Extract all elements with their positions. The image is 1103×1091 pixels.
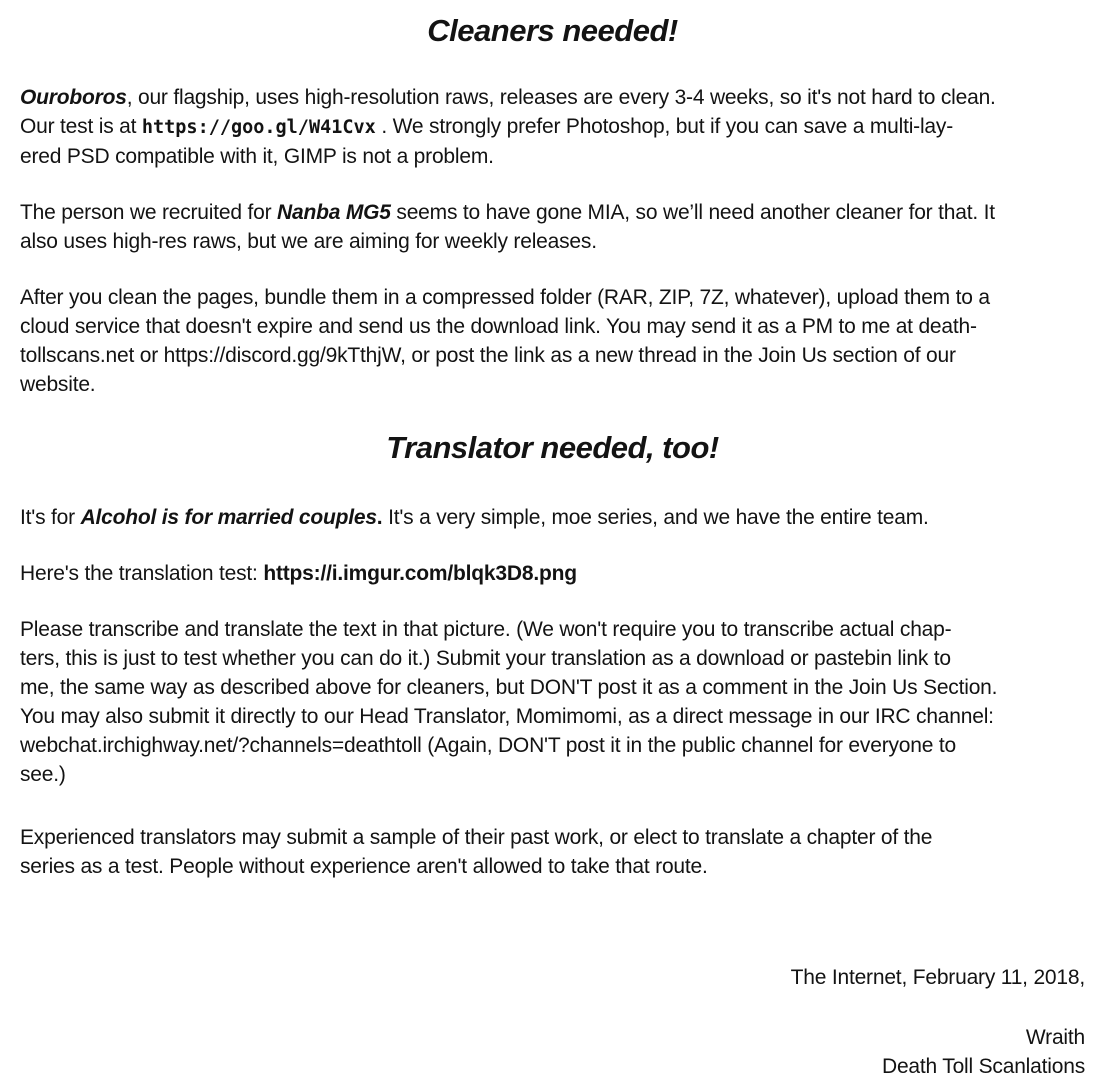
text-run-b: https://i.imgur.com/blqk3D8.png [263, 562, 577, 585]
paragraph-translation-instructions [20, 615, 1085, 789]
text-line [20, 112, 1085, 142]
text-run: You may also submit it directly to our Head Translator, Momimomi, as a direct message in our IRC channel: [20, 705, 994, 728]
text-line [20, 312, 1085, 341]
text-run: website. [20, 373, 96, 396]
text-line [20, 283, 1085, 312]
paragraph-translation-test-link [20, 559, 1085, 588]
text-run: Experienced translators may submit a sample of their past work, or elect to translate a chapter of the [20, 826, 933, 849]
text-run: ered PSD compatible with it, GIMP is not a problem. [20, 145, 494, 168]
text-line [20, 673, 1085, 702]
paragraph-submission [20, 283, 1085, 399]
text-line [20, 644, 1085, 673]
text-line [20, 823, 1085, 852]
text-run: The person we recruited for [20, 201, 278, 224]
text-run: tollscans.net or https://discord.gg/9kTthjW, or post the link as a new thread in the Join Us section of our [20, 344, 956, 367]
signature-group: Death Toll Scanlations [881, 1055, 1085, 1078]
text-run: , our flagship, uses high-resolution raws, releases are every 3-4 weeks, so it's not hard to clean. [126, 86, 996, 109]
text-run: ters, this is just to test whether you can do it.) Submit your translation as a download or pastebin link to [20, 647, 951, 670]
text-run: webchat.irchighway.net/?channels=deathtoll (Again, DON'T post it in the public channel for everyone to [20, 734, 956, 757]
text-line [20, 370, 1085, 399]
paragraph-nanba-mg5 [20, 198, 1085, 256]
text-run: After you clean the pages, bundle them in a compressed folder (RAR, ZIP, 7Z, whatever), upload them to a [20, 286, 990, 309]
cleaners-heading: Cleaners needed! [427, 13, 678, 48]
text-line [20, 760, 1085, 789]
text-run-bi: Nanba MG5 [277, 201, 391, 224]
paragraph-alcohol-series [20, 503, 1085, 532]
text-run-bi: Alcohol is for married couples [80, 506, 377, 529]
paragraph-experienced-translators [20, 823, 1085, 881]
text-run: It's for [20, 506, 81, 529]
text-run: It's a very simple, moe series, and we have the entire team. [382, 506, 929, 529]
text-run: Please transcribe and translate the text in that picture. (We won't require you to transcribe actual chap- [20, 618, 952, 641]
text-line [20, 702, 1085, 731]
translator-heading: Translator needed, too! [386, 430, 719, 465]
text-line [20, 198, 1085, 227]
text-line [20, 615, 1085, 644]
signature-dateline: The Internet, February 11, 2018, [790, 966, 1085, 989]
text-line [20, 503, 1085, 532]
text-run: series as a test. People without experience aren't allowed to take that route. [20, 855, 708, 878]
text-line [20, 852, 1085, 881]
text-run: . We strongly prefer Photoshop, but if you can save a multi-lay- [375, 115, 954, 138]
text-run: me, the same way as described above for cleaners, but DON'T post it as a comment in the Join Us Section. [20, 676, 998, 699]
text-line [20, 227, 1085, 256]
text-run: see.) [20, 763, 66, 786]
signature-name: Wraith [1025, 1026, 1085, 1049]
text-run: Here's the translation test: [20, 562, 264, 585]
signature-block [20, 963, 1085, 1081]
text-run: also uses high-res raws, but we are aiming for weekly releases. [20, 230, 597, 253]
text-line [20, 559, 1085, 588]
text-run-bi: Ouroboros [20, 86, 127, 109]
text-line [20, 83, 1085, 112]
text-run: seems to have gone MIA, so we’ll need another cleaner for that. It [390, 201, 995, 224]
text-run: cloud service that doesn't expire and send us the download link. You may send it as a PM to me at death- [20, 315, 977, 338]
text-run-mono: https://goo.gl/W41Cvx [141, 117, 376, 138]
text-line [20, 142, 1085, 171]
paragraph-ouroboros [20, 83, 1085, 171]
text-run: Our test is at [20, 115, 142, 138]
text-run-b: . [376, 506, 383, 529]
text-line [20, 731, 1085, 760]
text-line [20, 341, 1085, 370]
